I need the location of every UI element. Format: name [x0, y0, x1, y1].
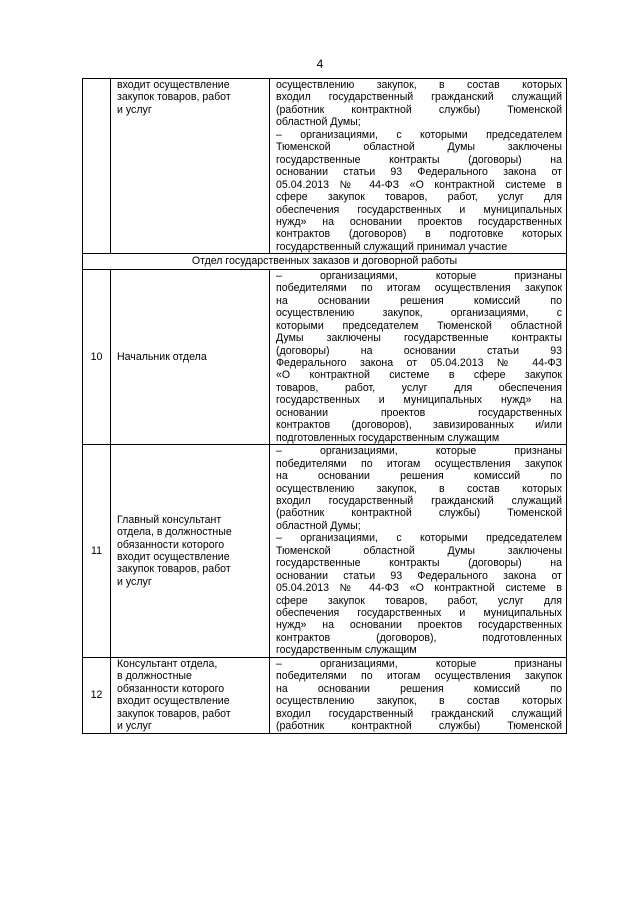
text-line: входил государственный гражданский служащий [276, 91, 562, 104]
text-line: Думы заключены государственные контракты [276, 332, 562, 345]
text-line: осуществлению закупок, в состав которых [276, 482, 562, 495]
text-line: на основании решения комиссий по [276, 294, 562, 307]
text-line: входит осуществление [117, 550, 230, 563]
text-line: государственные контракты (договоры) на [276, 557, 562, 570]
text-line: закупок товаров, работ [117, 91, 231, 104]
text-line: Начальник отдела [117, 350, 207, 363]
page-number: 4 [316, 57, 324, 71]
text-line: нужд» на основании проектов государственных [276, 215, 562, 228]
text-line: отдела, в должностные [117, 526, 232, 539]
text-line: (договоры) на основании статьи 93 [276, 344, 562, 357]
text-line: обязанности которого [117, 682, 225, 695]
text-line: входил государственный гражданский служащий [276, 494, 562, 507]
text-line: осуществлению закупок, организациями, с [276, 307, 562, 320]
position-cell [111, 445, 270, 658]
position-cell [111, 657, 270, 733]
section-title: Отдел государственных заказов и договорной работы [83, 254, 567, 269]
text-line: областной Думы; [276, 116, 361, 129]
text-line: победителями по итогам осуществления закупок [276, 670, 562, 683]
organizations-cell [270, 269, 567, 444]
text-line: – организациями, которые признаны [276, 269, 562, 282]
row-number: 12 [83, 657, 111, 733]
text-line: обязанности которого [117, 538, 225, 551]
text-line: и услуг [117, 575, 152, 588]
text-line: государственных и муниципальных нужд» на [276, 394, 562, 407]
text-line: на основании решения комиссий по [276, 682, 562, 695]
text-line: подготовленных государственным служащим [276, 431, 500, 444]
text-line: закупок товаров, работ [117, 563, 231, 576]
text-line: основании статьи 93 Федерального закона от [276, 166, 562, 179]
text-line: – организациями, с которыми председателем [276, 532, 562, 545]
text-line: осуществлению закупок, в состав которых [276, 79, 562, 91]
text-line: – организациями, которые признаны [276, 657, 562, 670]
text-line: контрактов (договоров) в подготовке которых [276, 228, 562, 241]
text-line: Консультант отдела, [117, 657, 218, 670]
text-line: обеспечения государственных и муниципальных [276, 607, 562, 620]
text-line: входит осуществление [117, 695, 230, 708]
text-line: товаров, работ, услуг для обеспечения [276, 381, 562, 394]
text-line: (работник контрактной службы) Тюменской [276, 103, 562, 116]
text-line: 05.04.2013 № 44-ФЗ «О контрактной системе в [276, 582, 562, 595]
row-number: 11 [83, 445, 111, 658]
table-row-11 [83, 445, 567, 658]
text-line: и услуг [117, 103, 152, 116]
row-number: 10 [83, 269, 111, 444]
organizations-cell [270, 79, 567, 254]
text-line: контрактов (договоров), завизированных и/или [276, 419, 562, 432]
text-line: закупок товаров, работ [117, 707, 231, 720]
text-line: государственные контракты (договоры) на [276, 153, 562, 166]
text-line: – организациями, которые признаны [276, 445, 562, 458]
text-line: осуществлению закупок, в состав которых [276, 695, 562, 708]
text-line: (работник контрактной службы) Тюменской [276, 720, 562, 733]
text-line: сфере закупок товаров, работ, услуг для [276, 191, 562, 204]
text-line: «О контрактной системе в сфере закупок [276, 369, 562, 382]
text-line: областной Думы; [276, 519, 361, 532]
text-line: которыми председателем Тюменской областной [276, 319, 562, 332]
text-line: нужд» на основании проектов государственных [276, 619, 562, 632]
text-line: контрактов (договоров), подготовленных [276, 631, 562, 644]
table-row-10 [83, 269, 567, 444]
table-row-12 [83, 657, 567, 733]
text-line: Тюменской областной Думы заключены [276, 141, 562, 154]
text-line: государственным служащим [276, 644, 417, 657]
text-line: (работник контрактной службы) Тюменской [276, 507, 562, 520]
text-line: в должностные [117, 670, 192, 683]
position-cell [111, 79, 270, 254]
text-line: на основании решения комиссий по [276, 470, 562, 483]
text-line: Федерального закона от 05.04.2013 № 44-ФЗ [276, 356, 562, 369]
row-number [83, 79, 111, 254]
organizations-cell [270, 657, 567, 733]
text-line: и услуг [117, 720, 152, 733]
text-line: входит осуществление [117, 79, 230, 91]
positions-table [82, 78, 567, 734]
text-line: победителями по итогам осуществления закупок [276, 282, 562, 295]
text-line: основании проектов государственных [276, 406, 562, 419]
text-line: 05.04.2013 № 44-ФЗ «О контрактной системе в [276, 178, 562, 191]
text-line: обеспечения государственных и муниципальных [276, 203, 562, 216]
text-line: победителями по итогам осуществления закупок [276, 457, 562, 470]
organizations-cell [270, 445, 567, 658]
text-line: сфере закупок товаров, работ, услуг для [276, 594, 562, 607]
text-line: Главный консультант [117, 513, 222, 526]
table-row-continued [83, 79, 567, 254]
text-line: государственный служащий принимал участие [276, 240, 508, 253]
text-line: основании статьи 93 Федерального закона от [276, 569, 562, 582]
text-line: – организациями, с которыми председателем [276, 128, 562, 141]
section-row [83, 254, 567, 269]
text-line: входил государственный гражданский служащий [276, 707, 562, 720]
position-cell [111, 269, 270, 444]
text-line: Тюменской областной Думы заключены [276, 544, 562, 557]
